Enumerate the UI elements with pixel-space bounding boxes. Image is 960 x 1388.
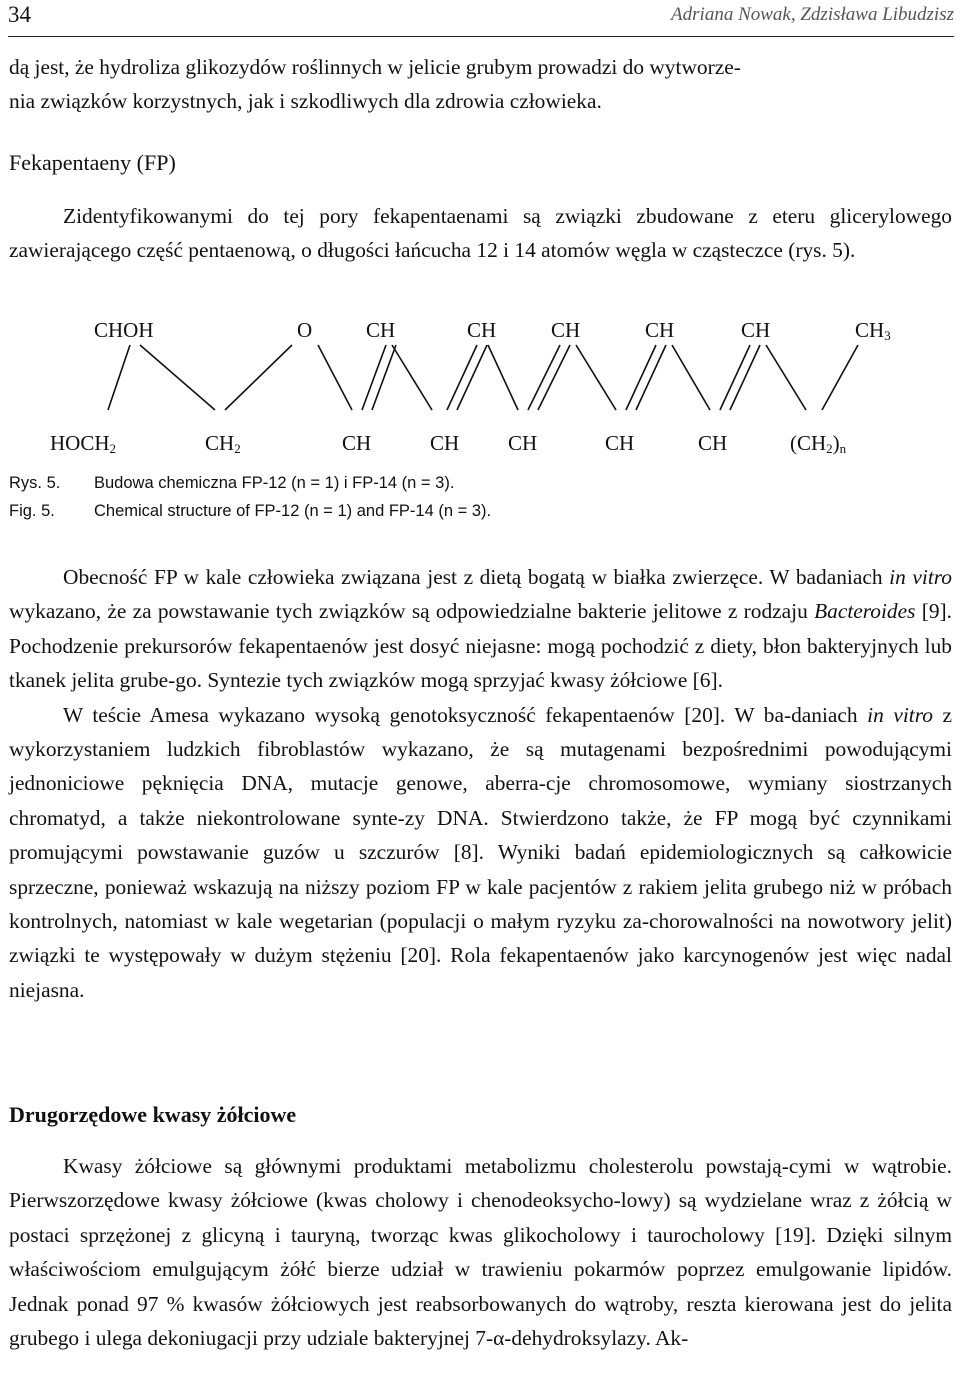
structure-atom-label: CH xyxy=(342,431,372,455)
italic-term: in vitro xyxy=(867,702,933,727)
paragraph xyxy=(9,560,952,698)
structure-atom-label: CH xyxy=(605,431,635,455)
structure-atom-label: CH xyxy=(366,318,396,342)
bond-line xyxy=(576,345,616,410)
running-header xyxy=(8,0,954,37)
section-bile-paragraph xyxy=(9,1149,952,1355)
bond-line xyxy=(766,345,806,410)
structure-atom-label: $CH_3$ xyxy=(855,318,891,343)
subscript: 2 xyxy=(234,441,241,456)
text-run: Obecność FP w kale człowieka związana jest z dietą bogatą w białka zwierzęce. W badaniach xyxy=(63,565,890,589)
subscript: 3 xyxy=(884,328,891,343)
bond-line xyxy=(392,345,432,410)
running-header-authors: Adriana Nowak, Zdzisława Libudzisz xyxy=(671,4,954,25)
structure-atom-label: CH xyxy=(741,318,771,342)
section-fp-paragraph xyxy=(9,199,952,268)
body-text xyxy=(9,560,952,1007)
structure-atom-label: CH xyxy=(467,318,497,342)
text-run: wykazano, że za powstawanie tych związków są odpowiedzialne bakterie jelitowe z rodzaju xyxy=(9,599,815,624)
structure-atom-label: CH xyxy=(430,431,460,455)
bond-line xyxy=(108,345,130,410)
text-run: z wykorzystaniem ludzkich fibroblastów wykazano, że są mutagenami bezpośrednimi powodującymi jednoniciowe pęknięcia DNA, mutacje genowe, aberra-cje chromosomowe, wymiany siostrzanych chromatyd, a także niekontrolowane synte-zy DNA. Stwierdzono także, że FP mogą być czynnikami promującymi powstawanie guzów u szczurów [8]. Wyniki badań epidemiologicznych są całkowicie sprzeczne, ponieważ wskazują na niższy poziom FP w kale pacjentów z rakiem jelita grubego niż w próbach kontrolnych, natomiast w kale wegetarian (populacji o małym ryzyku za-chorowalności na nowotwory jelit) związki te występowały w dużym stężeniu [20]. Rola fekapentaenów jako karcynogenów jest więc nadal niejasna. xyxy=(9,702,953,1002)
intro-text xyxy=(9,50,952,119)
structure-atom-label: CH xyxy=(508,431,538,455)
page-number: 34 xyxy=(8,2,31,27)
double-bond-line xyxy=(372,345,396,410)
bond-line xyxy=(318,345,352,410)
intro-line: dą jest, że hydroliza glikozydów roślinnych w jelicie grubym prowadzi do wytworze- xyxy=(9,55,741,79)
paragraph xyxy=(9,698,952,1008)
figure-caption-pl xyxy=(9,474,454,493)
structure-atom-label: CHOH xyxy=(94,318,154,342)
structure-atom-label: CH xyxy=(645,318,675,342)
subscript: 2 xyxy=(826,441,833,456)
double-bond-line xyxy=(538,345,570,410)
structure-atom-label: $CH_2$ xyxy=(205,431,241,456)
caption-text: Budowa chemiczna FP-12 (n = 1) i FP-14 (n = 3). xyxy=(94,474,455,492)
caption-label: Rys. 5. xyxy=(9,474,61,492)
section-heading-bile-acids: Drugorzędowe kwasy żółciowe xyxy=(9,1102,297,1127)
structure-atom-label: $(CH_2)_n$ xyxy=(790,431,847,456)
caption-text: Chemical structure of FP-12 (n = 1) and FP-14 (n = 3). xyxy=(94,502,492,520)
text-run: W teście Amesa wykazano wysoką genotoksyczność fekapentaenów [20]. W ba-daniach xyxy=(63,702,868,727)
chemical-structure-diagram xyxy=(0,300,960,470)
section-heading-fp: Fekapentaeny (FP) xyxy=(9,150,176,175)
bond-line xyxy=(822,345,858,410)
bond-line xyxy=(225,345,292,410)
italic-term: in vitro xyxy=(889,565,952,589)
figure-caption-en xyxy=(9,502,491,521)
structure-atom-label: CH xyxy=(698,431,728,455)
bond-line xyxy=(528,345,560,410)
bond-line xyxy=(488,345,518,410)
text-run: [9]. Pochodzenie prekursorów fekapentaenów jest dosyć niejasne: mogą pochodzić z diety, błon bakteryjnych lub tkanek jelita grube-go. Syntezie tych związków mogą sprzyjać kwasy żółciowe [6]. xyxy=(9,599,953,693)
structure-atom-label: O xyxy=(297,318,313,342)
subscript: n xyxy=(839,441,847,456)
bond-line xyxy=(140,345,215,410)
italic-term: Bacteroides xyxy=(814,599,916,624)
paragraph: Kwasy żółciowe są głównymi produktami metabolizmu cholesterolu powstają-cymi w wątrobie. Pierwszorzędowe kwasy żółciowe (kwas cholowy i chenodeoksycho-lowy) są wydzielane wraz z żółcią w postaci sprzężonej z glicyną i tauryną, tworząc kwas glikocholowy i taurocholowy [19]. Dzięki silnym właściwościom emulgującym żółć bierze udział w trawieniu pokarmów poprzez emulgowanie lipidów. Jednak ponad 97 % kwasów żółciowych jest reabsorbowanych do wątroby, reszta kierowana jest do jelita grubego i ulega dekoniugacji przy udziale bakteryjnej 7-α-dehydroksylazy. Ak- xyxy=(9,1154,952,1351)
intro-line: nia związków korzystnych, jak i szkodliwych dla zdrowia człowieka. xyxy=(9,89,602,114)
paragraph: Zidentyfikowanymi do tej pory fekapentaenami są związki zbudowane z eteru glicerylowego zawierającego część pentaenową, o długości łańcucha 12 i 14 atomów węgla w cząsteczce (rys. 5). xyxy=(9,204,952,263)
bond-line xyxy=(362,345,386,410)
structure-atom-label: CH xyxy=(551,318,581,342)
structure-atom-label: $HOCH_2$ xyxy=(50,431,117,456)
caption-label: Fig. 5. xyxy=(9,502,55,520)
bond-line xyxy=(672,345,710,410)
subscript: 2 xyxy=(109,441,117,456)
